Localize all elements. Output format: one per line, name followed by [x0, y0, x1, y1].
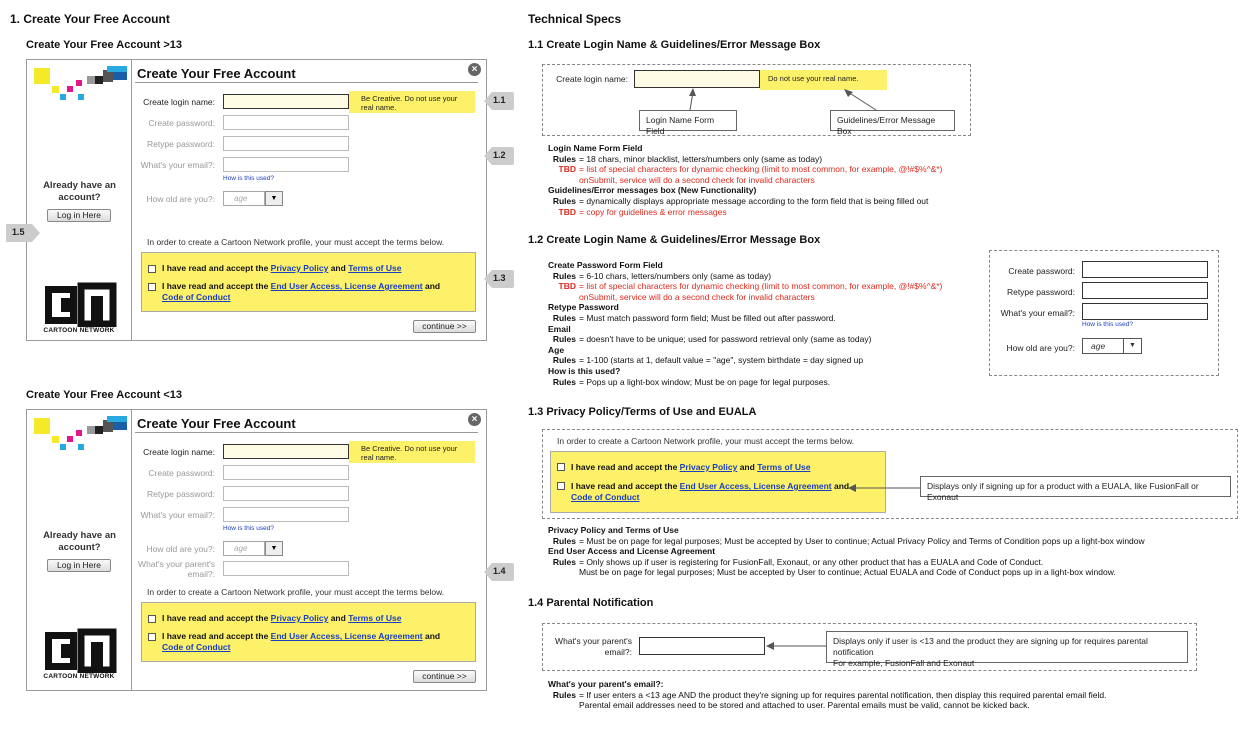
- cartoon-network-text: CARTOON NETWORK: [43, 673, 115, 680]
- spec-rule-key: TBD: [558, 206, 576, 217]
- spec-rule-key: Rules: [552, 196, 576, 206]
- parent-email-label: What's your parent's email?:: [138, 559, 215, 579]
- spec-rule-text: = 18 chars, minor blacklist, letters/numbers only (same as today): [579, 153, 823, 164]
- spec-subheading: How is this used?: [548, 366, 621, 376]
- spec-privacy-checkbox[interactable]: [557, 463, 565, 471]
- spec-rule-line: [546, 271, 771, 282]
- spec-1-3-title: 1.3 Privacy Policy/Terms of Use and EUALA: [528, 406, 757, 418]
- spec-terms-intro: In order to create a Cartoon Network profile, your must accept the terms below.: [557, 436, 855, 446]
- spec-rule-text: = Only shows up if user is registering for FusionFall, Exonaut, or any other product that has a EUALA and Code of Conduct.: [579, 556, 1044, 567]
- pixel-logo-icon: [32, 66, 128, 108]
- callout-1-3: 1.3: [484, 268, 514, 290]
- eula-checkbox[interactable]: [148, 633, 156, 641]
- login-name-label: Create login name:: [143, 97, 215, 107]
- spec-1-1-title: 1.1 Create Login Name & Guidelines/Error Message Box: [528, 39, 821, 51]
- spec-rule-key: Rules: [552, 270, 576, 281]
- spec-1-2-title: 1.2 Create Login Name & Guidelines/Error Message Box: [528, 234, 821, 246]
- spec-conduct-link[interactable]: Code of Conduct: [571, 492, 640, 502]
- pixel-logo-icon: [32, 416, 128, 458]
- spec-login-label: Create login name:: [556, 74, 628, 84]
- spec-rule-key: TBD: [558, 164, 576, 175]
- spec-1-4-title: 1.4 Parental Notification: [528, 597, 654, 609]
- spec-parent-label: What's your parent's email?:: [555, 636, 632, 657]
- spec-login-field-box: Login Name Form Field: [639, 110, 737, 131]
- spec-subheading: Email: [548, 323, 571, 334]
- form-title: Create Your Free Account: [137, 416, 296, 431]
- login-name-label: Create login name:: [143, 447, 215, 457]
- spec-eula-checkbox[interactable]: [557, 482, 565, 490]
- login-here-button[interactable]: Log in Here: [47, 559, 111, 572]
- email-label: What's your email?:: [140, 510, 215, 520]
- login-here-button[interactable]: Log in Here: [47, 209, 111, 222]
- spec-parent-note: Displays only if user is <13 and the product they are signing up for requires parental notification For example, FusionFall and Exonaut: [826, 631, 1188, 663]
- spec-rule-line: [546, 567, 1116, 578]
- terms-of-use-link[interactable]: Terms of Use: [348, 613, 402, 623]
- spec-rule-text: onSubmit, service will do a second check for invalid characters: [579, 174, 815, 185]
- spec-rule-line: [546, 377, 830, 388]
- code-of-conduct-link[interactable]: Code of Conduct: [162, 292, 231, 302]
- spec-subheading: What's your parent's email?:: [548, 679, 664, 689]
- callout-1-2: 1.2: [484, 145, 514, 167]
- title-divider: [135, 82, 478, 83]
- eula-line: I have read and accept the End User Access, License Agreement and Code of Conduct: [162, 631, 441, 652]
- chevron-down-icon[interactable]: ▼: [265, 541, 283, 556]
- spec-rule-text: = 1-100 (starts at 1, default value = "age", system birthdate = day signed up: [579, 355, 864, 366]
- how-is-this-used-link[interactable]: How is this used?: [223, 175, 274, 182]
- mockup-sidebar: [27, 410, 132, 690]
- spec-subheading: Guidelines/Error messages box (New Functionality): [548, 185, 757, 196]
- spec-rule-key: Rules: [552, 376, 576, 387]
- spec-1-4-arrow: [764, 640, 828, 652]
- terms-intro-text: In order to create a Cartoon Network profile, your must accept the terms below.: [147, 237, 445, 247]
- chevron-down-icon: ▼: [1123, 339, 1141, 353]
- spec-age-select[interactable]: age ▼: [1082, 338, 1142, 354]
- retype-password-input[interactable]: [223, 486, 349, 501]
- spec-rule-key: Rules: [552, 355, 576, 366]
- privacy-terms-line: I have read and accept the Privacy Policy and Terms of Use: [162, 613, 402, 623]
- spec-rule-line: [546, 207, 727, 218]
- spec-rule-line: [546, 281, 942, 292]
- spec-subheading: Login Name Form Field: [548, 143, 643, 153]
- privacy-checkbox[interactable]: [148, 615, 156, 623]
- spec-rule-key: TBD: [558, 281, 576, 292]
- spec-retype-input[interactable]: [1082, 282, 1208, 299]
- form-title: Create Your Free Account: [137, 66, 296, 81]
- how-is-this-used-link[interactable]: How is this used?: [223, 525, 274, 532]
- spec-rule-text: = list of special characters for dynamic checking (limit to most common, for example, @!#$%^&*): [579, 281, 943, 292]
- retype-password-label: Retype password:: [146, 489, 215, 499]
- already-have-account-text: Already have an account?: [43, 180, 116, 203]
- section-heading: 1. Create Your Free Account: [10, 12, 170, 26]
- spec-subheading: End User Access and License Agreement: [548, 546, 716, 557]
- continue-button[interactable]: continue >>: [413, 320, 476, 333]
- terms-box: [141, 602, 476, 662]
- spec-rule-text: = Must be on page for legal purposes; Must be accepted by User to continue; Actual Privacy Policy and Terms of Condition pops up a light-box window: [579, 535, 1145, 546]
- spec-parent-input[interactable]: [639, 637, 765, 655]
- spec-password-label: Create password:: [1008, 266, 1075, 276]
- cartoon-network-logo-icon: [39, 282, 119, 342]
- spec-password-input[interactable]: [1082, 261, 1208, 278]
- spec-rule-line: [546, 700, 1030, 711]
- spec-rule-text: Must be on page for legal purposes; Must be accepted by User to continue; Actual EUALA and Code of Conduct pops up in a light-box window.: [579, 567, 1116, 578]
- login-hint-box: Be Creative. Do not use your real name.: [349, 441, 475, 463]
- terms-of-use-link[interactable]: Terms of Use: [348, 263, 402, 273]
- email-label: What's your email?:: [140, 160, 215, 170]
- parent-email-input[interactable]: [223, 561, 349, 576]
- login-hint-box: Be Creative. Do not use your real name.: [349, 91, 475, 113]
- spec-rule-line: [546, 557, 1043, 568]
- callout-1-1: 1.1: [484, 90, 514, 112]
- continue-button[interactable]: continue >>: [413, 670, 476, 683]
- mockup-sidebar: [27, 60, 132, 340]
- spec-rule-text: = If user enters a <13 age AND the product they're signing up for requires parental notification, then display this required parental email field.: [579, 689, 1107, 700]
- spec-eula-link[interactable]: End User Access, License Agreement: [679, 481, 832, 491]
- age-label: How old are you?:: [146, 194, 215, 204]
- callout-1-4: 1.4: [484, 561, 514, 583]
- password-input[interactable]: [223, 115, 349, 130]
- terms-intro-text: In order to create a Cartoon Network profile, your must accept the terms below.: [147, 587, 445, 597]
- signup-mockup-under13: [26, 409, 487, 691]
- specs-heading: Technical Specs: [528, 12, 622, 26]
- spec-rule-text: = doesn't have to be unique; used for password retrieval only (same as today): [579, 334, 872, 345]
- spec-rule-line: [546, 175, 815, 186]
- age-label: How old are you?:: [146, 544, 215, 554]
- spec-subheading: Retype Password: [548, 302, 619, 313]
- spec-rule-line: [546, 292, 815, 303]
- spec-subheading: Age: [548, 344, 565, 355]
- eula-link[interactable]: End User Access, License Agreement: [270, 281, 423, 291]
- spec-rule-line: [546, 536, 1145, 547]
- spec-eula-line: I have read and accept the End User Access, License Agreement and Code of Conduct: [571, 481, 850, 502]
- privacy-checkbox[interactable]: [148, 265, 156, 273]
- spec-email-label: What's your email?:: [1000, 308, 1075, 318]
- cartoon-network-logo-icon: [39, 628, 119, 688]
- spec-subheading: Privacy Policy and Terms of Use: [548, 525, 679, 535]
- close-icon[interactable]: ×: [468, 413, 481, 426]
- age-select[interactable]: age: [223, 541, 265, 556]
- spec-login-hint: Do not use your real name.: [760, 70, 887, 90]
- code-of-conduct-link[interactable]: Code of Conduct: [162, 642, 231, 652]
- spec-privacy-line: I have read and accept the Privacy Policy and Terms of Use: [571, 462, 811, 472]
- spec-age-label: How old are you?:: [1006, 343, 1075, 353]
- spec-rule-line: [546, 355, 863, 366]
- spec-email-input[interactable]: [1082, 303, 1208, 320]
- callout-1-5: 1.5: [6, 222, 36, 244]
- spec-rule-line: [546, 313, 836, 324]
- spec-rule-text: = list of special characters for dynamic checking (limit to most common, for example, @!#$%^&*): [579, 164, 943, 175]
- subheading-over13: Create Your Free Account >13: [26, 39, 182, 51]
- login-name-input[interactable]: [223, 444, 349, 459]
- spec-subheading: Create Password Form Field: [548, 260, 663, 270]
- spec-rule-key: Rules: [552, 689, 576, 700]
- spec-rule-line: [546, 334, 871, 345]
- spec-rule-key: Rules: [552, 334, 576, 345]
- spec-rule-key: Rules: [552, 535, 576, 546]
- spec-rule-text: Parental email addresses need to be stored and attached to user. Parental emails must be valid, cannot be kicked back.: [579, 700, 1030, 711]
- retype-password-label: Retype password:: [146, 139, 215, 149]
- privacy-terms-line: I have read and accept the Privacy Policy and Terms of Use: [162, 263, 402, 273]
- spec-rule-text: = dynamically displays appropriate message according to the form field that is being filled out: [579, 196, 929, 206]
- eula-checkbox[interactable]: [148, 283, 156, 291]
- spec-rule-text: = Pops up a light-box window; Must be on page for legal purposes.: [579, 376, 831, 387]
- spec-terms-link[interactable]: Terms of Use: [757, 462, 811, 472]
- spec-rule-line: [546, 164, 942, 175]
- spec-rule-line: [546, 154, 822, 165]
- signup-mockup-over13: [26, 59, 487, 341]
- spec-terms-box: [550, 451, 886, 513]
- email-input[interactable]: [223, 157, 349, 172]
- cartoon-network-text: CARTOON NETWORK: [43, 327, 115, 334]
- privacy-policy-link[interactable]: Privacy Policy: [270, 263, 329, 273]
- terms-box: [141, 252, 476, 312]
- title-divider: [135, 432, 478, 433]
- eula-link[interactable]: End User Access, License Agreement: [270, 631, 423, 641]
- already-have-account-text: Already have an account?: [43, 530, 116, 553]
- spec-retype-label: Retype password:: [1006, 287, 1075, 297]
- chevron-down-icon[interactable]: ▼: [265, 191, 283, 206]
- spec-rule-key: Rules: [552, 556, 576, 567]
- spec-rule-key: Rules: [552, 313, 576, 323]
- privacy-policy-link[interactable]: Privacy Policy: [270, 613, 329, 623]
- password-label: Create password:: [148, 468, 215, 478]
- spec-guidelines-box: Guidelines/Error Message Box: [830, 110, 955, 131]
- spec-rule-text: = 6-10 chars, letters/numbers only (same as today): [579, 270, 772, 281]
- login-name-input[interactable]: [223, 94, 349, 109]
- password-label: Create password:: [148, 118, 215, 128]
- age-select[interactable]: age: [223, 191, 265, 206]
- spec-rule-key: Rules: [552, 153, 576, 164]
- spec-1-3-arrow: [846, 482, 922, 494]
- spec-eula-note: Displays only if signing up for a product with a EUALA, like FusionFall or Exonaut: [920, 476, 1231, 497]
- spec-rule-text: onSubmit, service will do a second check for invalid characters: [579, 291, 815, 302]
- spec-rule-text: = Must match password form field; Must be filled out after password.: [579, 313, 836, 323]
- spec-rule-line: [546, 196, 928, 207]
- spec-how-link[interactable]: How is this used?: [1082, 321, 1133, 328]
- password-input[interactable]: [223, 465, 349, 480]
- email-input[interactable]: [223, 507, 349, 522]
- retype-password-input[interactable]: [223, 136, 349, 151]
- spec-privacy-link[interactable]: Privacy Policy: [679, 462, 738, 472]
- spec-rule-line: [546, 690, 1107, 701]
- subheading-under13: Create Your Free Account <13: [26, 389, 182, 401]
- spec-rule-text: = copy for guidelines & error messages: [579, 206, 727, 217]
- eula-line: I have read and accept the End User Access, License Agreement and Code of Conduct: [162, 281, 441, 302]
- close-icon[interactable]: ×: [468, 63, 481, 76]
